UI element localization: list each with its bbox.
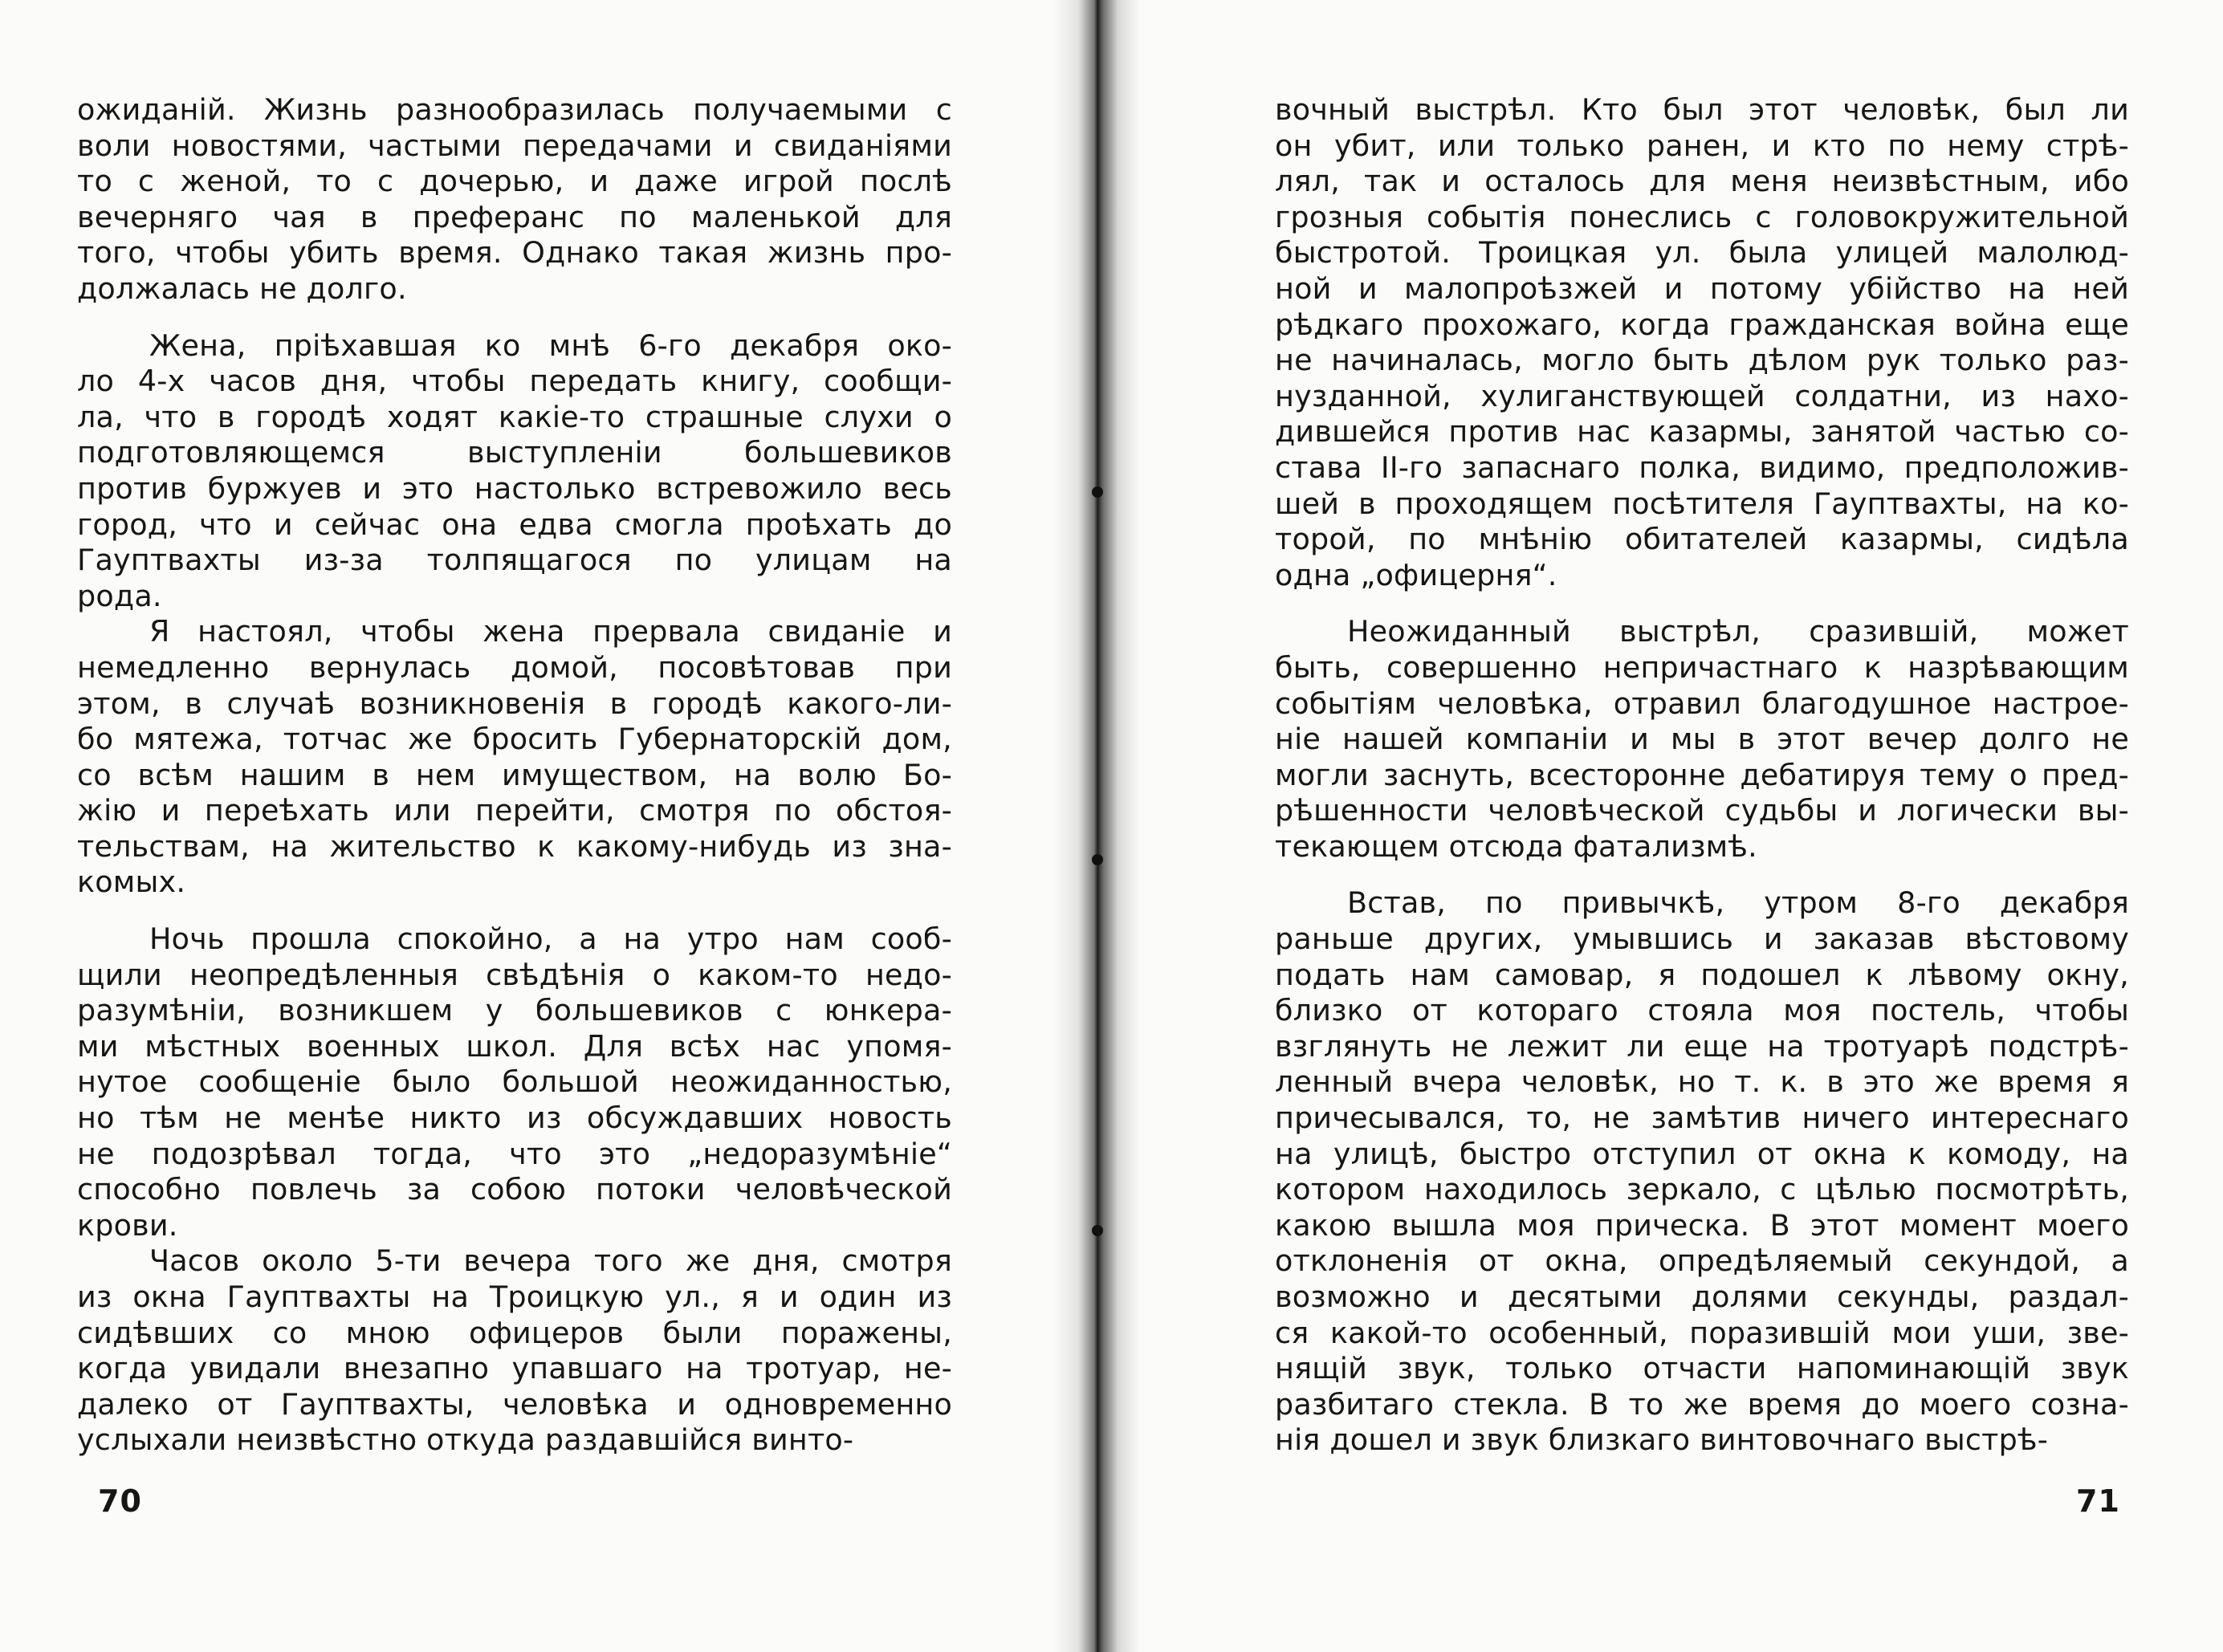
text-line: из окна Гауптвахты на Троицкую ул., я и один из — [77, 1280, 952, 1314]
text-line: ми мѣстных военных школ. Для всѣх нас упомя- — [77, 1028, 952, 1064]
text-line: немедленно вернулась домой, посовѣтовав при — [77, 649, 952, 685]
text-line: могли заснуть, всесторонне дебатируя тему о пред- — [1275, 757, 2129, 792]
text-line: рода. — [77, 578, 162, 613]
text-line: подать нам самовар, я подошел к лѣвому окну, — [1275, 957, 2129, 992]
paragraph — [77, 614, 952, 901]
paragraph — [1275, 885, 2129, 1459]
text-line: подготовляющемся выступленіи большевиков — [77, 435, 952, 470]
text-line: разбитаго стекла. В то же время до моего созна- — [1275, 1386, 2129, 1422]
right-page — [1124, 0, 2223, 1652]
binding-thread — [1092, 854, 1103, 865]
text-line: котором находилось зеркало, с цѣлью посмотрѣть, — [1275, 1172, 2129, 1207]
text-line: става II-го запаснаго полка, видимо, предположив- — [1275, 450, 2129, 485]
text-line: ленный вчера человѣк, но т. к. в это же время я — [1275, 1064, 2129, 1100]
text-line: причесывался, то, не замѣтив ничего интереснаго — [1275, 1101, 2129, 1136]
text-line: быстротой. Троицкая ул. была улицей малолюд- — [1275, 235, 2129, 271]
text-line: торой, по мнѣнію обитателей казармы, сидѣла — [1275, 522, 2129, 557]
text-line: но тѣм не менѣе никто из обсуждавших новость — [77, 1101, 952, 1136]
text-line: он убит, или только ранен, и кто по нему стрѣ- — [1275, 128, 2129, 163]
binding-thread — [1092, 1225, 1103, 1236]
text-line: этом, в случаѣ возникновенія в городѣ какого-ли- — [77, 686, 952, 721]
paragraph — [77, 92, 952, 307]
text-line: против буржуев и это настолько встревожило весь — [77, 470, 952, 506]
text-line: ло 4-х часов дня, чтобы передать книгу, сообщи- — [77, 364, 952, 399]
paragraph — [77, 328, 952, 615]
text-line: взглянуть не лежит ли еще на тротуарѣ подстрѣ- — [1275, 1028, 2129, 1064]
text-line: Встав, по привычкѣ, утром 8-го декабря — [1347, 885, 2129, 921]
paragraph — [77, 1243, 952, 1459]
paragraph — [77, 922, 952, 1243]
text-line: текающем отсюда фатализмѣ. — [1275, 828, 1757, 864]
text-line: комых. — [77, 865, 186, 900]
text-line: Неожиданный выстрѣл, сразившій, может — [1347, 614, 2129, 649]
text-line: ной и малопроѣзжей и потому убійство на ней — [1275, 271, 2129, 306]
text-line: Часов около 5-ти вечера того же дня, смотря — [149, 1243, 952, 1279]
text-line: Жена, пріѣхавшая ко мнѣ 6-го декабря око- — [149, 328, 952, 363]
text-line: Гауптвахты из-за толпящагося по улицам на — [77, 543, 952, 578]
text-line: шей в проходящем посѣтителя Гауптвахты, на ко- — [1275, 486, 2129, 521]
text-line: разумѣніи, возникшем у большевиков с юнкера- — [77, 993, 952, 1028]
text-line: Ночь прошла спокойно, а на утро нам сооб- — [149, 922, 952, 957]
text-line: грозныя событія понеслись с головокружительной — [1275, 199, 2129, 234]
text-line: событіям человѣка, отравил благодушное настрое- — [1275, 686, 2129, 721]
text-line: способно повлечь за собою потоки человѣческой — [77, 1172, 952, 1207]
text-line: жію и переѣхать или перейти, смотря по обстоя- — [77, 793, 952, 828]
text-line: бо мятежа, тотчас же бросить Губернаторскій дом, — [77, 722, 952, 757]
text-line: нутое сообщеніе было большой неожиданностью, — [77, 1064, 952, 1100]
text-line: услыхали неизвѣстно откуда раздавшійся винто- — [77, 1422, 854, 1458]
text-line: раньше других, умывшись и заказав вѣстовому — [1275, 922, 2129, 957]
text-line: город, что и сейчас она едва смогла проѣхать до — [77, 507, 952, 542]
text-line: со всѣм нашим в нем имуществом, на волю Бо- — [77, 757, 952, 792]
text-line: одна „офицерня“. — [1275, 557, 1557, 592]
text-line: сидѣвших со мною офицеров были поражены, — [77, 1315, 952, 1350]
left-page-number: 70 — [98, 1483, 142, 1519]
text-line: вочный выстрѣл. Кто был этот человѣк, был ли — [1275, 92, 2129, 127]
text-line: нящій звук, только отчасти напоминающій звук — [1275, 1351, 2129, 1386]
text-line: ся какой-то особенный, поразившій мои уши, зве- — [1275, 1315, 2129, 1350]
paragraph — [1275, 614, 2129, 865]
text-line: возможно и десятыми долями секунды, раздал- — [1275, 1280, 2129, 1314]
text-line: дившейся против нас казармы, занятой частью со- — [1275, 414, 2129, 450]
text-line: ла, что в городѣ ходят какіе-то страшные слухи о — [77, 399, 952, 434]
text-line: не начиналась, могло быть дѣлом рук только раз- — [1275, 343, 2129, 378]
text-line: быть, совершенно непричастнаго к назрѣвающим — [1275, 649, 2129, 685]
text-line: рѣшенности человѣческой судьбы и логически вы- — [1275, 793, 2129, 828]
text-line: вечерняго чая в преферанс по маленькой для — [77, 199, 952, 234]
paragraph — [1275, 92, 2129, 593]
text-line: не подозрѣвал тогда, что это „недоразумѣніе“ — [77, 1136, 952, 1171]
text-line: какою вышла моя прическа. В этот момент моего — [1275, 1207, 2129, 1243]
text-line: крови. — [77, 1207, 178, 1243]
text-line: щили неопредѣленныя свѣдѣнія о каком-то недо- — [77, 957, 952, 992]
text-line: лял, так и осталось для меня неизвѣстным, ибо — [1275, 164, 2129, 199]
right-page-number: 71 — [2076, 1483, 2120, 1519]
text-line: того, чтобы убить время. Однако такая жизнь про- — [77, 235, 952, 271]
left-page — [0, 0, 1076, 1652]
text-line: то с женой, то с дочерью, и даже игрой послѣ — [77, 164, 952, 199]
left-page-text — [77, 92, 952, 1459]
text-line: должалась не долго. — [77, 271, 407, 306]
text-line: далеко от Гауптвахты, человѣка и одновременно — [77, 1386, 952, 1422]
text-line: воли новостями, частыми передачами и свиданіями — [77, 128, 952, 163]
text-line: на улицѣ, быстро отступил от окна к комоду, на — [1275, 1136, 2129, 1171]
text-line: нузданной, хулиганствующей солдатни, из нахо- — [1275, 378, 2129, 413]
text-line: рѣдкаго прохожаго, когда гражданская война еще — [1275, 307, 2129, 342]
text-line: близко от котораго стояла моя постель, чтобы — [1275, 993, 2129, 1028]
text-line: ожиданій. Жизнь разнообразилась получаемыми с — [77, 92, 952, 127]
right-page-text — [1275, 92, 2129, 1459]
text-line: ніе нашей компаніи и мы в этот вечер долго не — [1275, 722, 2129, 757]
binding-thread — [1092, 486, 1103, 498]
text-line: тельствам, на жительство к какому-нибудь из зна- — [77, 828, 952, 864]
text-line: Я настоял, чтобы жена прервала свиданіе и — [149, 614, 952, 649]
text-line: отклоненія от окна, опредѣляемый секундой, а — [1275, 1243, 2129, 1279]
text-line: нія дошел и звук близкаго винтовочнаго выстрѣ- — [1275, 1422, 2049, 1458]
text-line: когда увидали внезапно упавшаго на тротуар, не- — [77, 1351, 952, 1386]
